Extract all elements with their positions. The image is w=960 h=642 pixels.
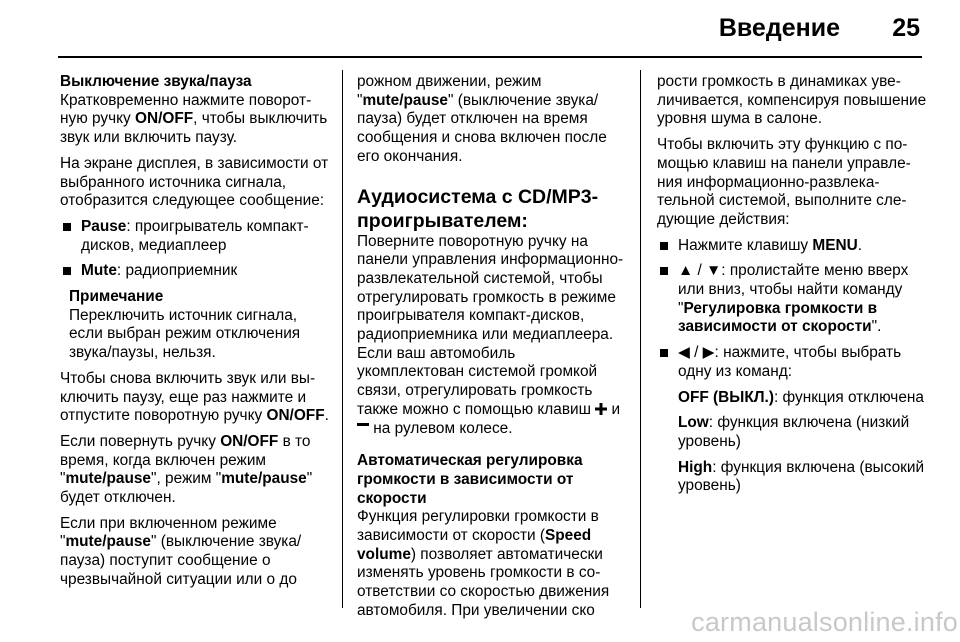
note-block xyxy=(60,288,332,363)
text: Если повернуть ручку xyxy=(60,432,221,450)
text: и xyxy=(607,400,621,418)
bullet-item xyxy=(62,262,332,281)
option-item xyxy=(659,459,927,496)
term: Mute xyxy=(81,262,117,280)
bullet-square-icon xyxy=(63,267,71,275)
option-name: OFF (ВЫКЛ.) xyxy=(678,388,774,406)
section-heading-mute: Выключение звука/пауза xyxy=(60,73,252,90)
mode-name: mute/pause xyxy=(65,533,151,551)
column-right xyxy=(657,73,927,503)
paragraph xyxy=(60,515,332,590)
bullet-square-icon xyxy=(660,267,668,275)
mode-name: mute/pause xyxy=(362,91,448,109)
bullet-item xyxy=(659,262,927,337)
column-middle xyxy=(357,73,625,628)
bullet-item xyxy=(62,218,332,255)
text: рожном движении, режим " xyxy=(357,73,542,109)
up-down-arrows-icon: ▲ / ▼ xyxy=(678,262,722,280)
option-item xyxy=(659,389,927,408)
text: : функция включена (низкий уровень) xyxy=(678,414,910,450)
text: " (выключение звука/пауза) поступит сообщение о чрезвычайной ситуации или о до xyxy=(60,533,302,588)
text: : функция отключена xyxy=(773,388,924,406)
mode-name: mute/pause xyxy=(221,470,307,488)
text: ) позволяет автоматически изменять уровень громкости в соответствии со скоростью движения автомобиля. При увеличении ско xyxy=(357,545,610,619)
text: : радиоприемник xyxy=(116,262,238,280)
paragraph xyxy=(357,73,625,167)
paragraph xyxy=(357,233,625,439)
control-name: ON/OFF xyxy=(135,110,194,128)
text: Кратковременно нажмите поворотную ручку xyxy=(60,91,312,128)
text: . xyxy=(857,236,863,254)
text: : функция включена (высокий уровень) xyxy=(678,458,925,495)
text: " (выключение звука/пауза) будет отключен на время сообщения и снова включен после его окончания. xyxy=(357,91,607,165)
text: в то время, когда включен режим " xyxy=(60,432,311,488)
bullet-item xyxy=(659,237,927,256)
bullet-square-icon xyxy=(63,223,71,231)
paragraph xyxy=(60,370,332,426)
note-text: Переключить источник сигнала, если выбран режим отключения звука/паузы, нельзя. xyxy=(69,306,301,362)
plus-icon xyxy=(595,403,607,415)
text: . xyxy=(324,407,329,425)
paragraph: рости громкость в динамиках увеличивается, компенсируя повышение уровня шума в салоне. xyxy=(657,73,927,128)
text: : пролистайте меню вверх или вниз, чтобы найти команду " xyxy=(678,262,909,317)
option-name: High xyxy=(678,458,713,476)
page-number: 25 xyxy=(892,14,920,42)
bullet-square-icon xyxy=(660,349,668,357)
left-right-arrows-icon: ◀ / ▶ xyxy=(678,344,715,362)
text: Если при включенном режиме " xyxy=(60,514,277,551)
paragraph xyxy=(60,433,332,508)
column-left xyxy=(60,73,332,597)
option-name: Low xyxy=(678,414,709,432)
text: Поверните поворотную ручку на панели управления информационно-развлекательной системой, чтобы отрегулировать громкость в режиме проигрывателя компакт-дисков, радиоприемника или медиаплеера. Если ваш автомобиль укомплектован системой громкой связи, отрегулировать громкость также можно с помощью клавиш xyxy=(357,232,624,418)
text: Чтобы снова включить звук или выключить паузу, еще раз нажмите и отпустите поворотную ручку xyxy=(60,369,316,425)
page-header xyxy=(58,0,922,58)
key-name: MENU xyxy=(812,236,858,254)
function-name: Speed volume xyxy=(357,527,592,563)
bullet-square-icon xyxy=(660,242,668,250)
column-divider xyxy=(342,70,343,608)
paragraph xyxy=(60,92,332,148)
section-heading-speed-volume: Автоматическая регулировка громкости в зависимости от скорости xyxy=(357,452,583,507)
note-title: Примечание xyxy=(69,288,164,306)
section-heading-audio: Аудиосистема с CD/MP3-проигрывателем: xyxy=(357,185,599,232)
minus-icon xyxy=(357,422,369,434)
text: Функция регулировки громкости в зависимости от скорости ( xyxy=(357,508,599,545)
text: ", режим " xyxy=(151,470,222,488)
paragraph: Чтобы включить эту функцию с помощью клавиш на панели управления информационно-развлекательной системой, выполните следующие действия: xyxy=(657,136,911,228)
text: : проигрыватель компакт-дисков, медиаплеер xyxy=(81,217,309,254)
watermark: carmanualsonline.info xyxy=(691,607,958,637)
text: на рулевом колесе. xyxy=(369,419,513,437)
text: ". xyxy=(871,318,882,336)
text: Нажмите клавишу xyxy=(678,236,813,254)
text: : нажмите, чтобы выбрать одну из команд: xyxy=(678,344,902,380)
bullet-item xyxy=(659,344,927,381)
text: , чтобы выключить звук или включить паузу. xyxy=(60,110,328,147)
page-title: Введение xyxy=(718,14,840,42)
paragraph xyxy=(357,508,625,620)
paragraph: На экране дисплея, в зависимости от выбранного источника сигнала, отобразится следующее сообщение: xyxy=(60,154,329,210)
option-item xyxy=(659,414,927,451)
mode-name: mute/pause xyxy=(65,470,151,488)
menu-command: Регулировка громкости в зависимости от скорости xyxy=(678,299,878,336)
control-name: ON/OFF xyxy=(266,407,325,425)
term: Pause xyxy=(81,217,127,235)
control-name: ON/OFF xyxy=(220,432,279,450)
text: " будет отключен. xyxy=(60,470,313,507)
column-divider xyxy=(640,70,641,608)
